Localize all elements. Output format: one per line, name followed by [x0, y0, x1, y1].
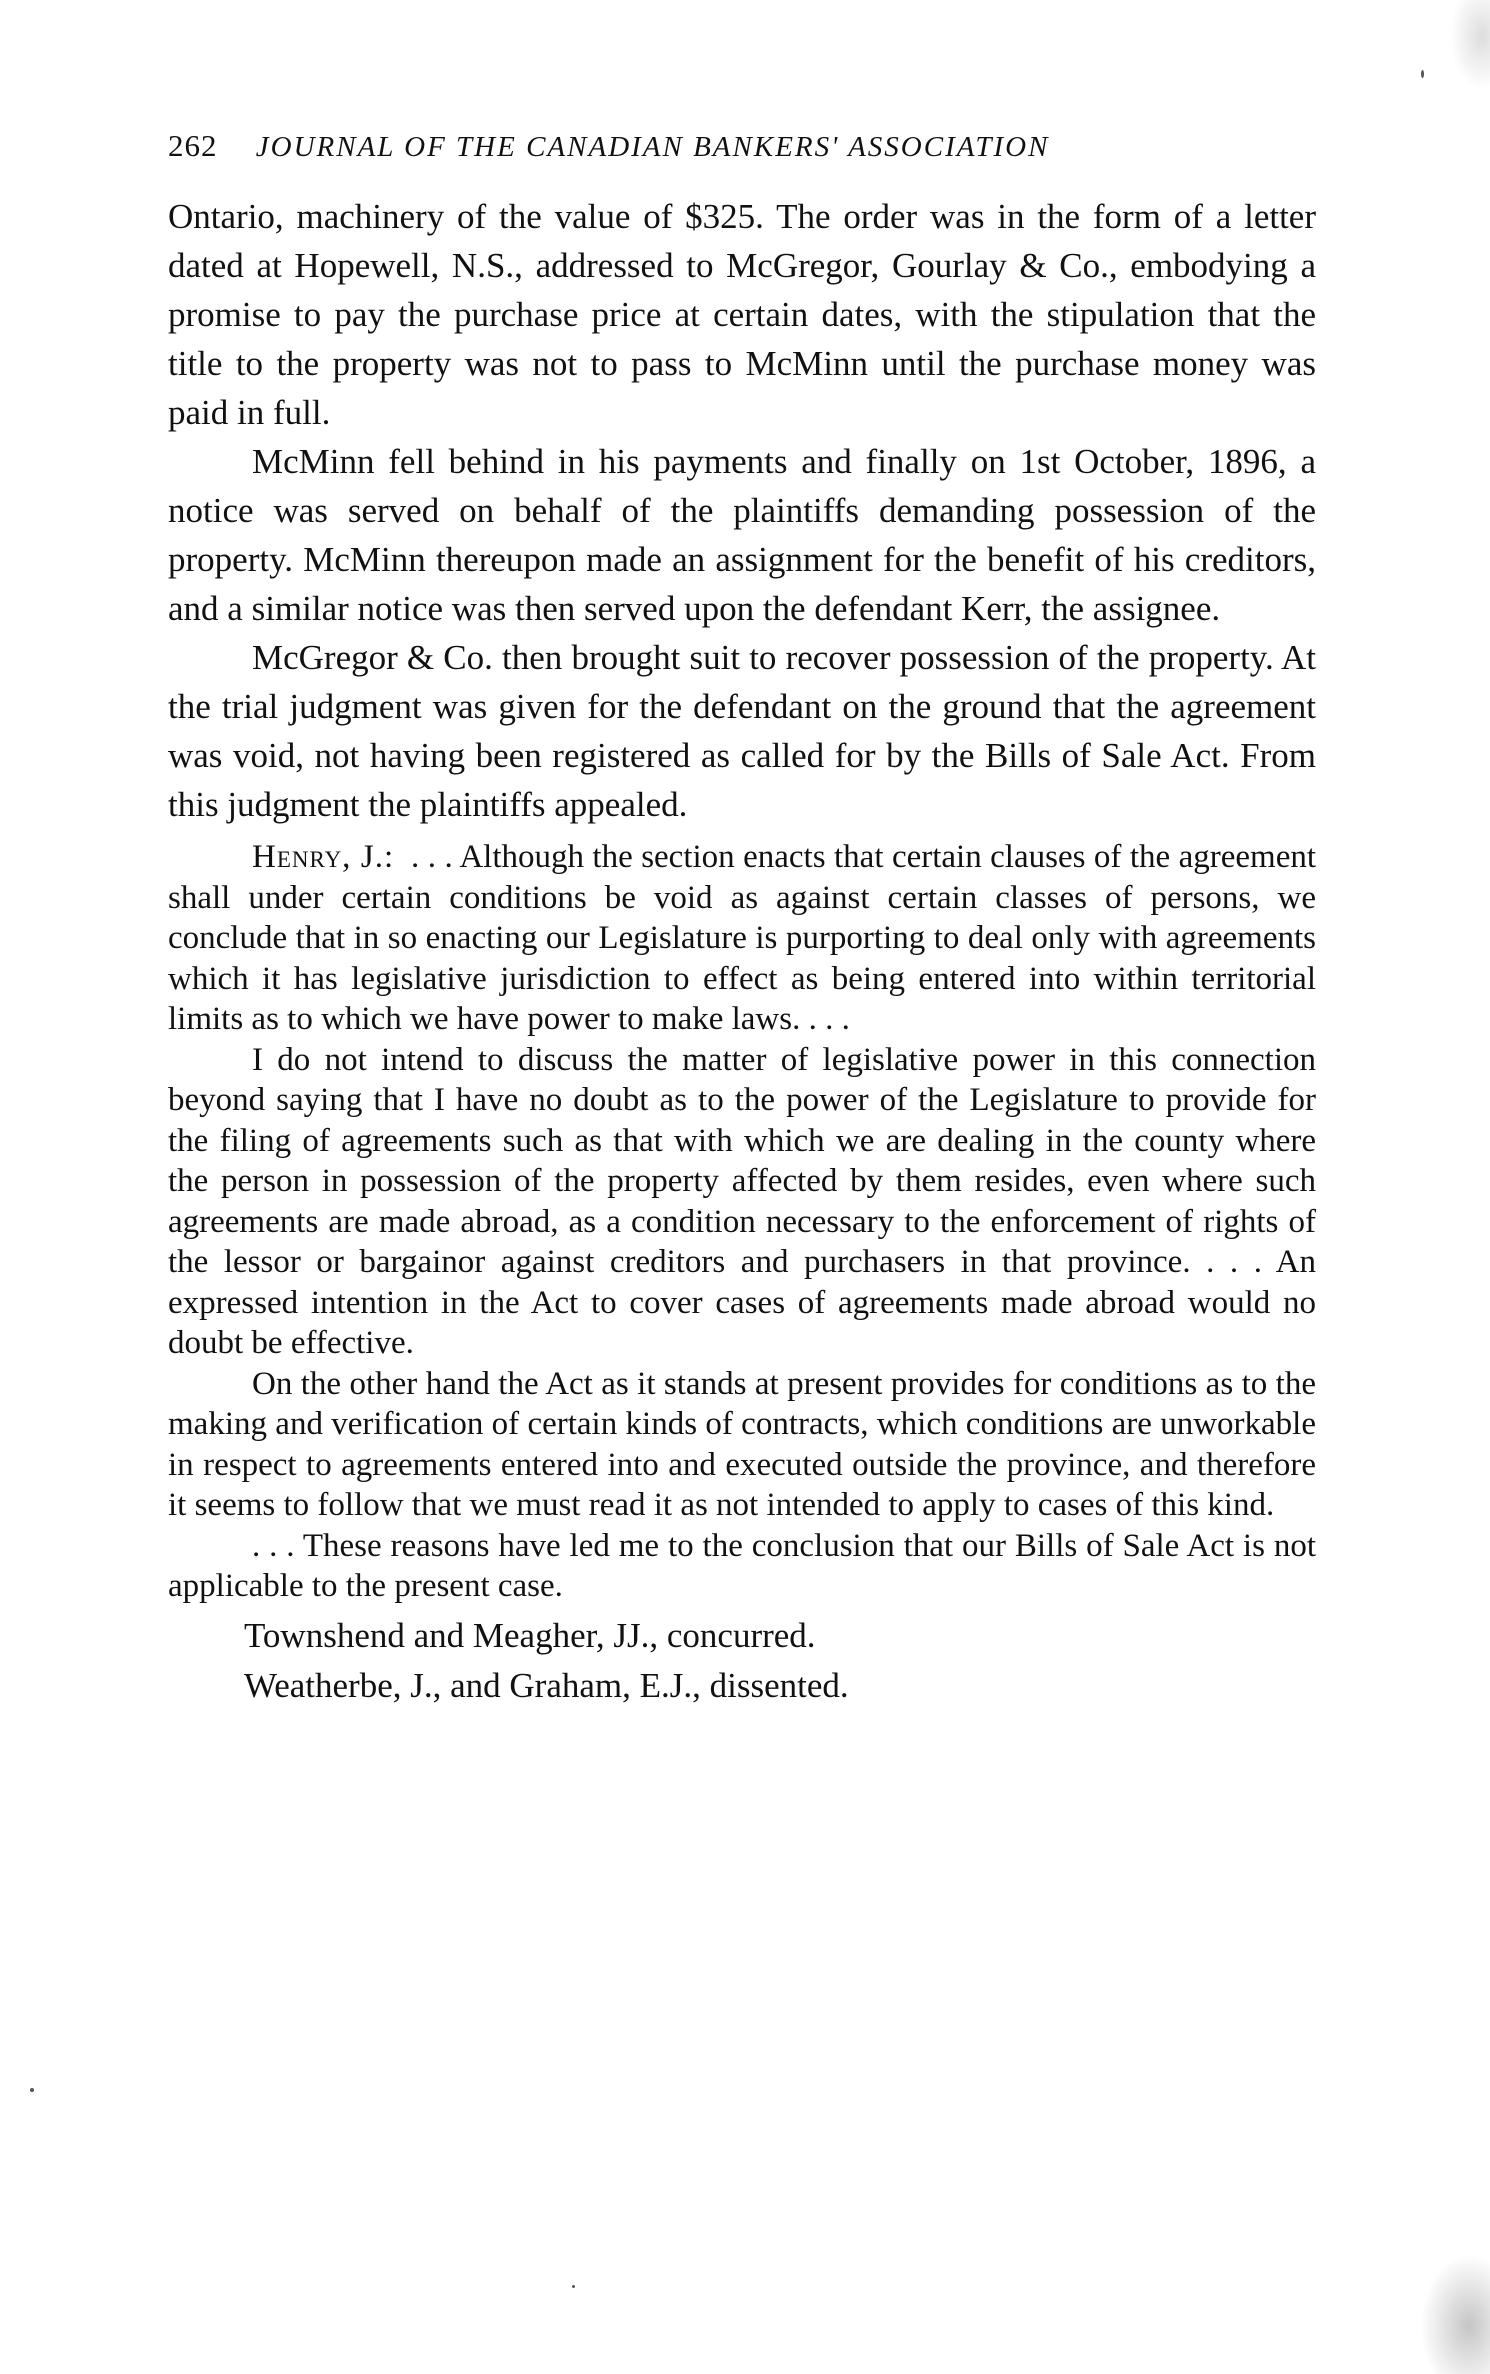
judgment-text: . . . Although the section enacts that certain clauses of the agreement shall under certain conditions be void as against certain classes of persons, we conclude that in so enacting our Legislature is purporting to deal only with agreements which it has legislative jurisdiction to effect as being entered into within territorial limits as to which we have power to make laws. . . . — [168, 839, 1317, 1037]
judgment-paragraph — [168, 837, 1316, 1040]
judgment-paragraph: I do not intend to discuss the matter of legislative power in this connection beyond saying that I have no doubt as to the power of the Legislature to provide for the filing of agreements such as that with which we are dealing in the county where the person in possession of the property affected by them resides, even where such agreements are made abroad, as a condition necessary to the enforcement of rights of the lessor or bargainor against creditors and purchasers in that province. . . . An expressed intention in the Act to cover cases of agreements made abroad would no doubt be effective. — [168, 1041, 1316, 1361]
judgment-paragraph: . . . These reasons have led me to the conclusion that our Bills of Sale Act is not applicable to the present case. — [168, 1527, 1316, 1604]
closing-notes — [168, 1611, 1316, 1711]
dissent-line: Weatherbe, J., and Graham, E.J., dissented. — [244, 1665, 849, 1705]
page-header — [168, 128, 1318, 164]
judge-name: Henry, J.: — [252, 839, 395, 875]
scan-speck — [1421, 70, 1424, 78]
paragraph: Ontario, machinery of the value of $325. The order was in the form of a letter dated at Hopewell, N.S., addressed to McGregor, Gourlay & Co., embodying a promise to pay the purchase price at certain dates, with the stipulation that the title to the property was not to pass to McMinn until the purchase money was paid in full. — [168, 197, 1316, 432]
judgment-paragraph: On the other hand the Act as it stands at present provides for conditions as to the making and verification of certain kinds of contracts, which conditions are unworkable in respect to agreements entered into and executed outside the province, and therefore it seems to follow that we must read it as not intended to apply to cases of this kind. — [168, 1365, 1316, 1523]
concurrence-line: Townshend and Meagher, JJ., concurred. — [244, 1615, 816, 1655]
running-title: JOURNAL OF THE CANADIAN BANKERS' ASSOCIATION — [255, 131, 1050, 163]
scan-edge-mark — [1450, 0, 1490, 90]
scan-speck — [572, 2285, 575, 2288]
paragraph: McMinn fell behind in his payments and finally on 1st October, 1896, a notice was served on behalf of the plaintiffs demanding possession of the property. McMinn thereupon made an assignment for the benefit of his creditors, and a similar notice was then served upon the defendant Kerr, the assignee. — [168, 442, 1316, 628]
page-number: 262 — [168, 128, 218, 163]
case-facts — [168, 192, 1316, 829]
page-body — [168, 192, 1316, 1711]
judgment-quote — [168, 837, 1316, 1607]
scan-speck — [30, 2088, 34, 2092]
scan-edge-mark — [1420, 2254, 1490, 2374]
paragraph: McGregor & Co. then brought suit to recover possession of the property. At the trial judgment was given for the defendant on the ground that the agreement was void, not having been registered as called for by the Bills of Sale Act. From this judgment the plaintiffs appealed. — [168, 638, 1316, 824]
